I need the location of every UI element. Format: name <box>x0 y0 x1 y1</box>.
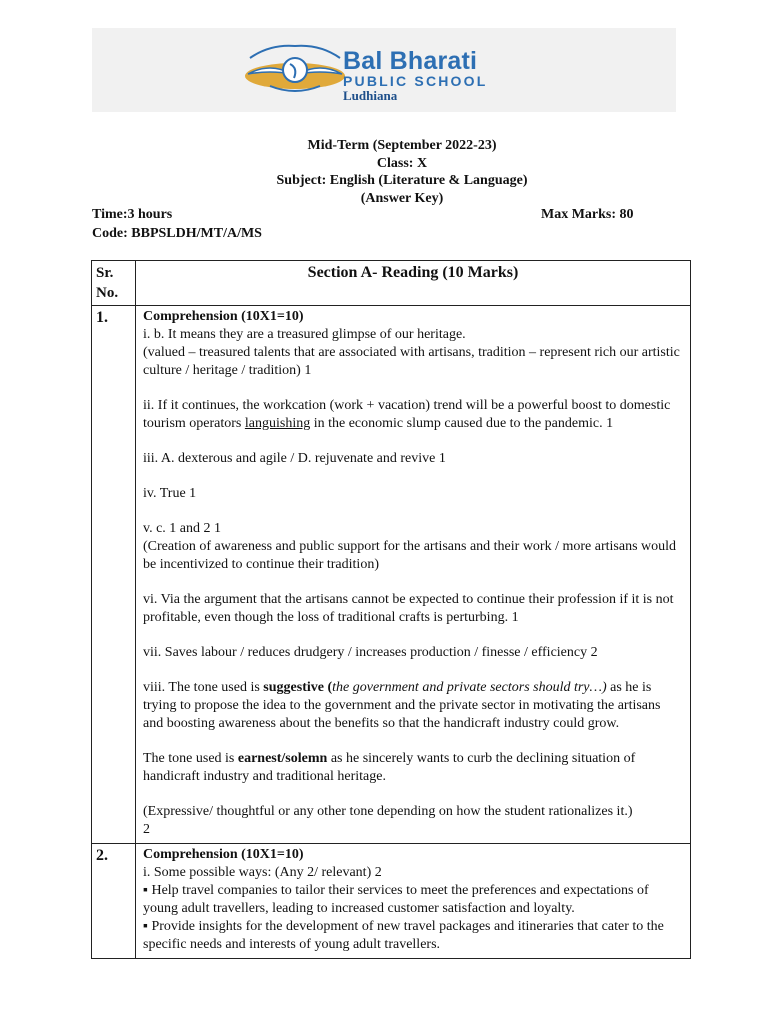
school-line2: PUBLIC SCHOOL <box>343 73 488 89</box>
answer-line: The tone used is earnest/solemn as he sincerely wants to curb the declining situation of handicraft industry and traditional heritage. <box>143 751 636 784</box>
answer-line: ii. If it continues, the workcation (work + vacation) trend will be a powerful boost to domestic tourism operators languishing in the economic slump caused due to the pandemic. 1 <box>143 398 671 431</box>
exam-max-marks: Max Marks: 80 <box>541 207 634 222</box>
table-row <box>92 844 691 959</box>
exam-code: Code: BBPSLDH/MT/A/MS <box>92 226 262 241</box>
meta-row-code <box>92 226 652 242</box>
section-header: Section A- Reading (10 Marks) <box>136 261 691 306</box>
answer-line: (valued – treasured talents that are associated with artisans, tradition – represent rich our artistic culture / heritage / tradition) 1 <box>143 345 680 378</box>
exam-subject: Subject: English (Literature & Language) <box>276 173 528 188</box>
answer-line: i. b. It means they are a treasured glimpse of our heritage. <box>143 327 466 342</box>
answer-line: viii. The tone used is suggestive (the government and private sectors should try…) as he is trying to propose the idea to the government and the private sector in motivating the artisans and boosting awareness about the benefits so that the handicraft industry could grow. <box>143 680 661 731</box>
question-heading: Comprehension (10X1=10) <box>143 309 304 324</box>
exam-answer-key: (Answer Key) <box>360 190 444 206</box>
answer-cell <box>136 844 691 959</box>
exam-class: Class: X <box>376 155 428 171</box>
answer-line: 2 <box>143 822 150 837</box>
answer-line: i. Some possible ways: (Any 2/ relevant) 2 <box>143 865 382 880</box>
answer-table <box>91 260 691 959</box>
exam-time: Time:3 hours <box>92 207 173 222</box>
answer-line: (Creation of awareness and public support for the artisans and their work / more artisans would be incentivized to continue their tradition) <box>143 539 677 572</box>
bullet-item: ▪ Help travel companies to tailor their services to meet the preferences and expectations of young adult travellers, leading to increased customer satisfaction and loyalty. <box>143 883 649 916</box>
answer-cell <box>136 306 691 844</box>
school-name: Bal Bharati <box>343 47 478 75</box>
answer-line: vi. Via the argument that the artisans cannot be expected to continue their profession if it is not profitable, even though the loss of traditional crafts is perturbing. 1 <box>143 592 674 625</box>
answer-line: (Expressive/ thoughtful or any other tone depending on how the student rationalizes it.) <box>143 804 633 819</box>
bullet-item: ▪ Provide insights for the development of new travel packages and itineraries that cater to the specific needs and interests of young adult travellers. <box>143 919 664 952</box>
exam-heading <box>92 137 712 207</box>
answer-line: iv. True 1 <box>143 486 197 501</box>
answer-line: vii. Saves labour / reduces drudgery / increases production / finesse / efficiency 2 <box>143 645 598 660</box>
sr-no-header: Sr. No. <box>92 261 136 306</box>
question-heading: Comprehension (10X1=10) <box>143 847 304 862</box>
answer-line: iii. A. dexterous and agile / D. rejuvenate and revive 1 <box>143 451 446 466</box>
school-city: Ludhiana <box>343 88 398 103</box>
table-header-row <box>92 261 691 306</box>
meta-row-time <box>92 207 652 223</box>
school-name-block <box>343 48 488 103</box>
school-logo <box>240 40 350 98</box>
exam-title: Mid-Term (September 2022-23) <box>307 138 497 153</box>
answer-line: v. c. 1 and 2 1 <box>143 521 222 536</box>
question-number: 1. <box>92 306 136 844</box>
question-number: 2. <box>92 844 136 959</box>
table-row <box>92 306 691 844</box>
